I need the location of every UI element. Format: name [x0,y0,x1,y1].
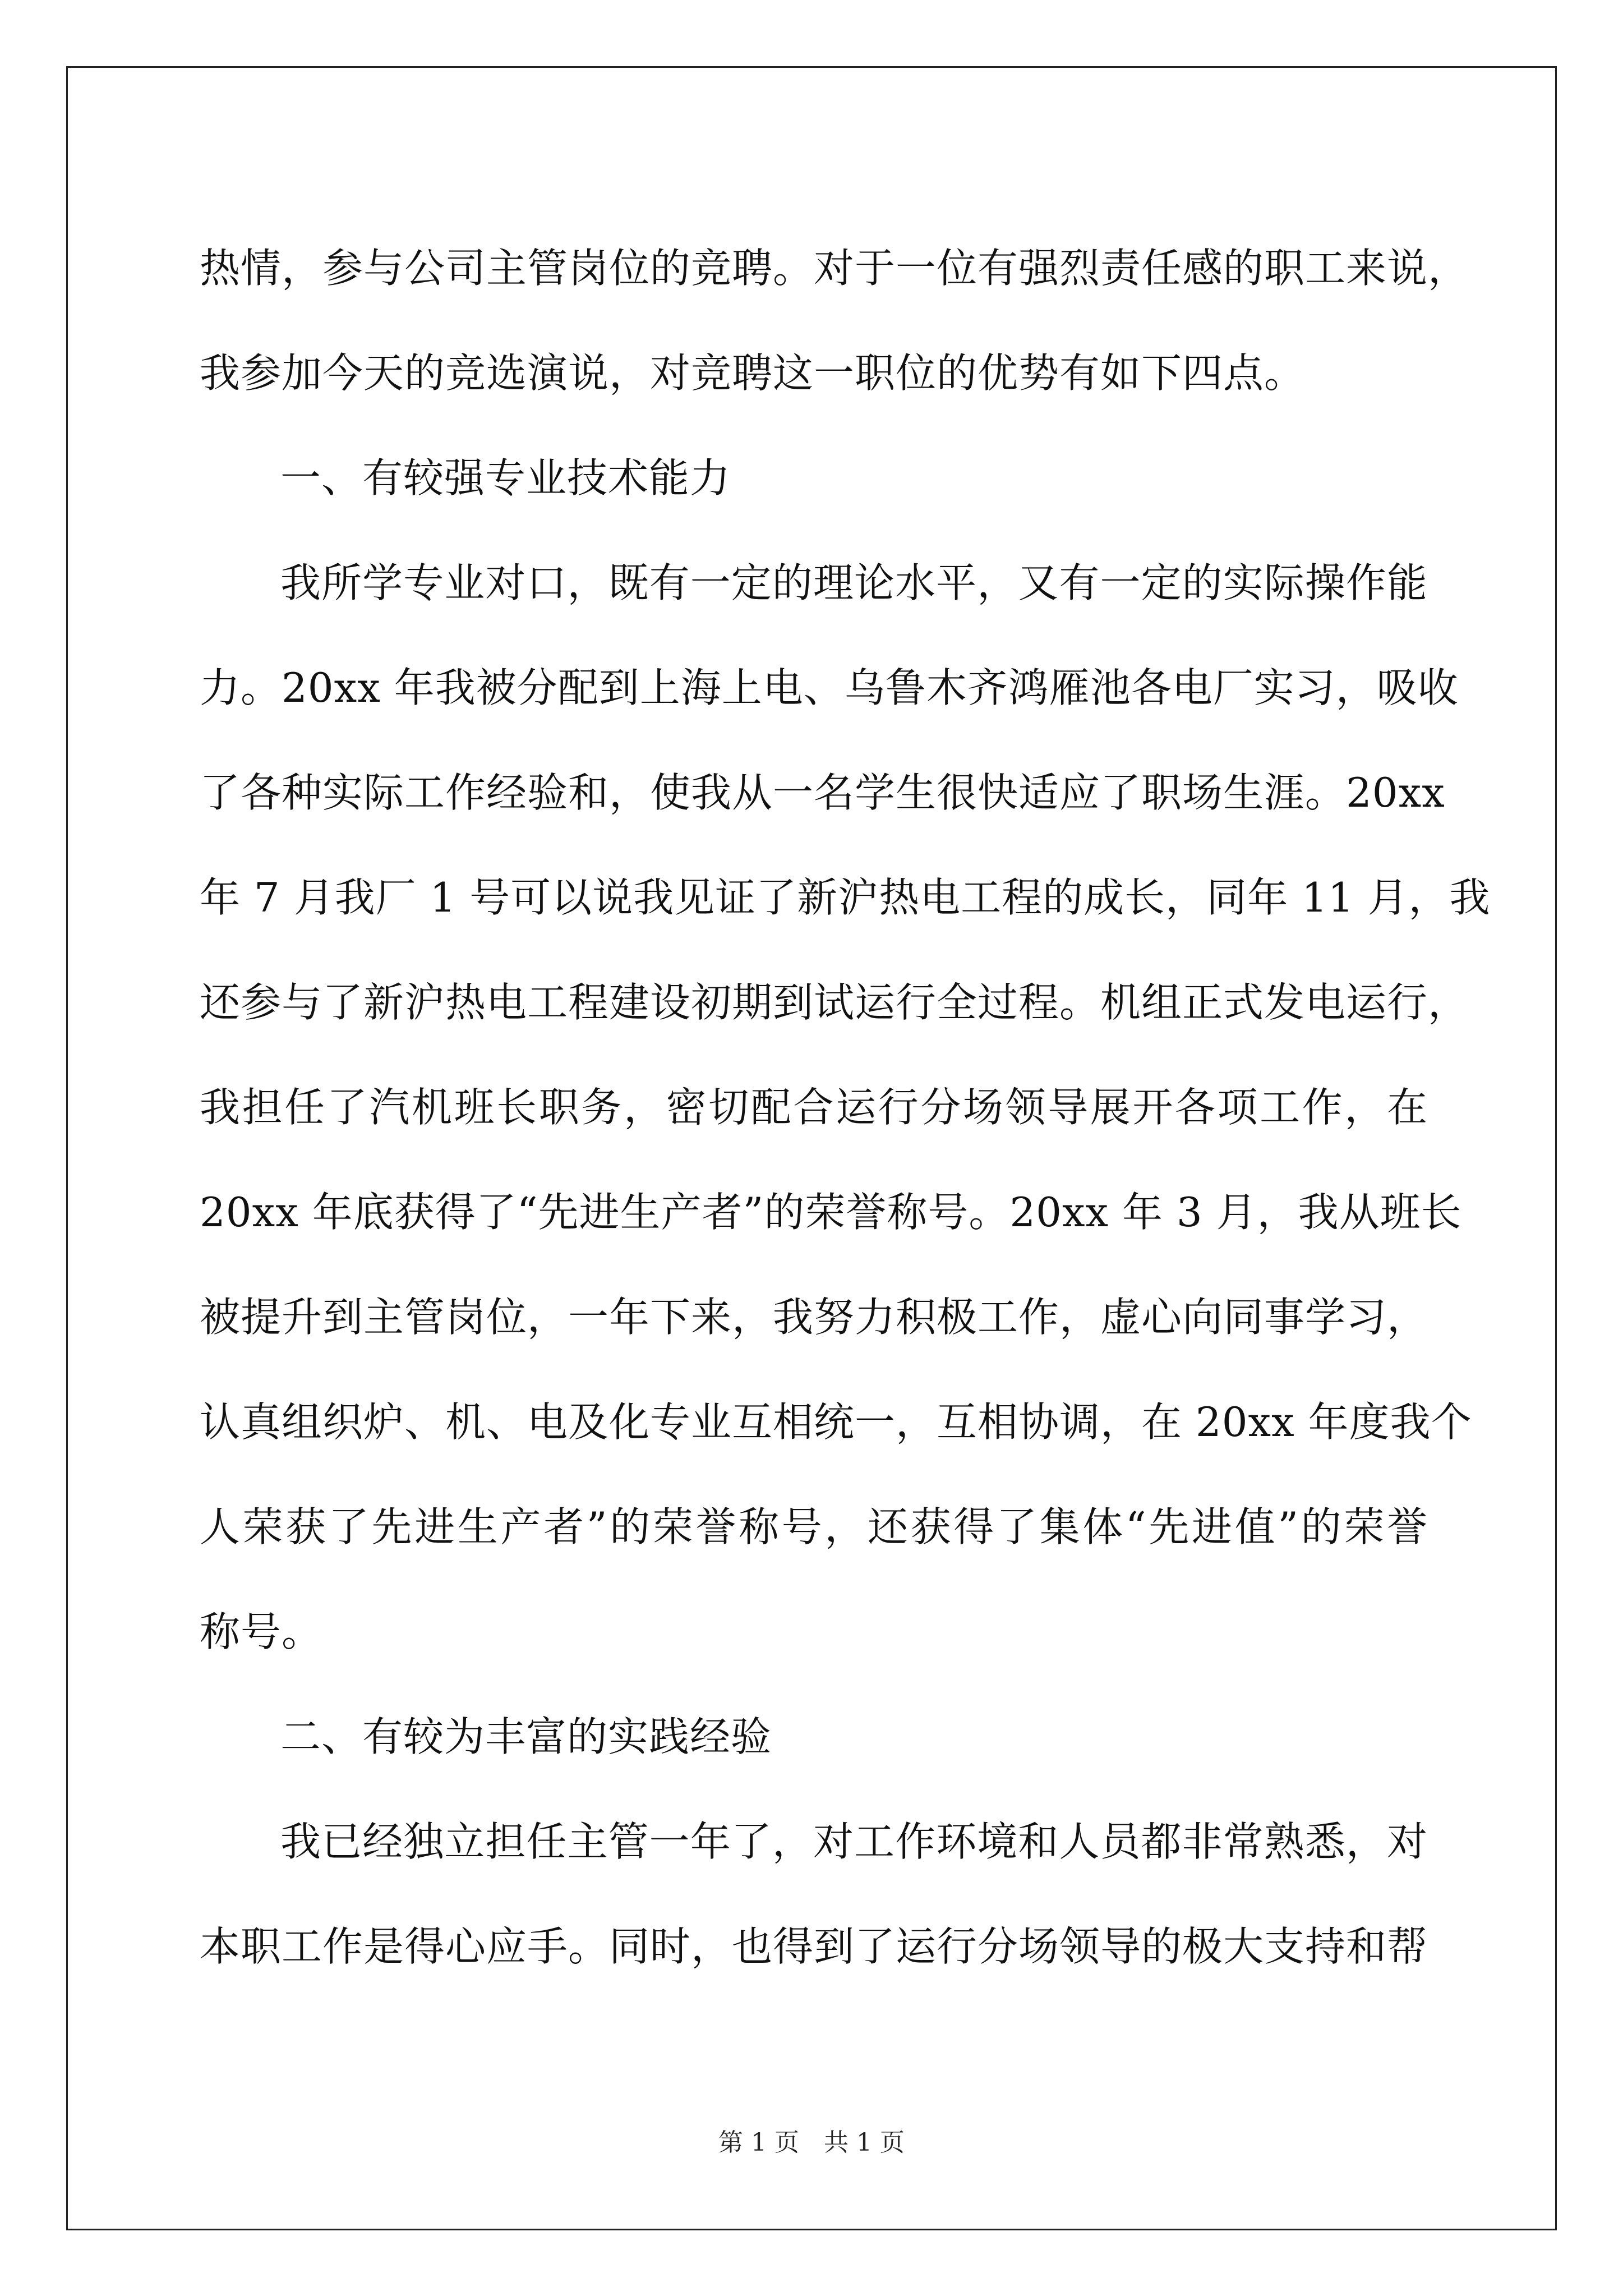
text-line: 本职工作是得心应手。同时，也得到了运行分场领导的极大支持和帮 [200,1923,1428,1970]
text-line: 我参加今天的竞选演说，对竞聘这一职位的优势有如下四点。 [200,349,1306,397]
section-heading: 二、有较为丰富的实践经验 [280,1713,772,1760]
text-line: 还参与了新沪热电工程建设初期到试运行全过程。机组正式发电运行， [200,979,1469,1026]
text-line: 力。20xx 年我被分配到上海上电、乌鲁木齐鸿雁池各电厂实习，吸收 [200,664,1459,711]
text-line: 我已经独立担任主管一年了，对工作环境和人员都非常熟悉，对 [280,1818,1428,1865]
text-line: 人荣获了先进生产者”的荣誉称号，还获得了集体“先进值”的荣誉 [200,1503,1428,1550]
text-line: 年 7 月我厂 1 号可以说我见证了新沪热电工程的成长，同年 11 月，我 [200,874,1491,921]
page-footer [0,2126,1623,2160]
text-line: 称号。 [200,1608,323,1655]
text-line: 我所学专业对口，既有一定的理论水平，又有一定的实际操作能 [280,559,1428,606]
text-line: 热情，参与公司主管岗位的竞聘。对于一位有强烈责任感的职工来说， [200,245,1469,292]
text-line: 认真组织炉、机、电及化专业互相统一，互相协调，在 20xx 年度我个 [200,1398,1472,1446]
text-line: 了各种实际工作经验和，使我从一名学生很快适应了职场生涯。20xx [200,769,1445,816]
page-number: 第 1 页 [718,2128,799,2157]
page-total: 共 1 页 [824,2128,905,2157]
document-body [200,216,1491,1999]
text-line: 我担任了汽机班长职务，密切配合运行分场领导展开各项工作，在 [200,1084,1428,1131]
text-line: 被提升到主管岗位，一年下来，我努力积极工作，虚心向同事学习， [200,1294,1428,1341]
section-heading: 一、有较强专业技术能力 [280,454,731,501]
text-line: 20xx 年底获得了“先进生产者”的荣誉称号。20xx 年 3 月，我从班长 [200,1189,1462,1236]
